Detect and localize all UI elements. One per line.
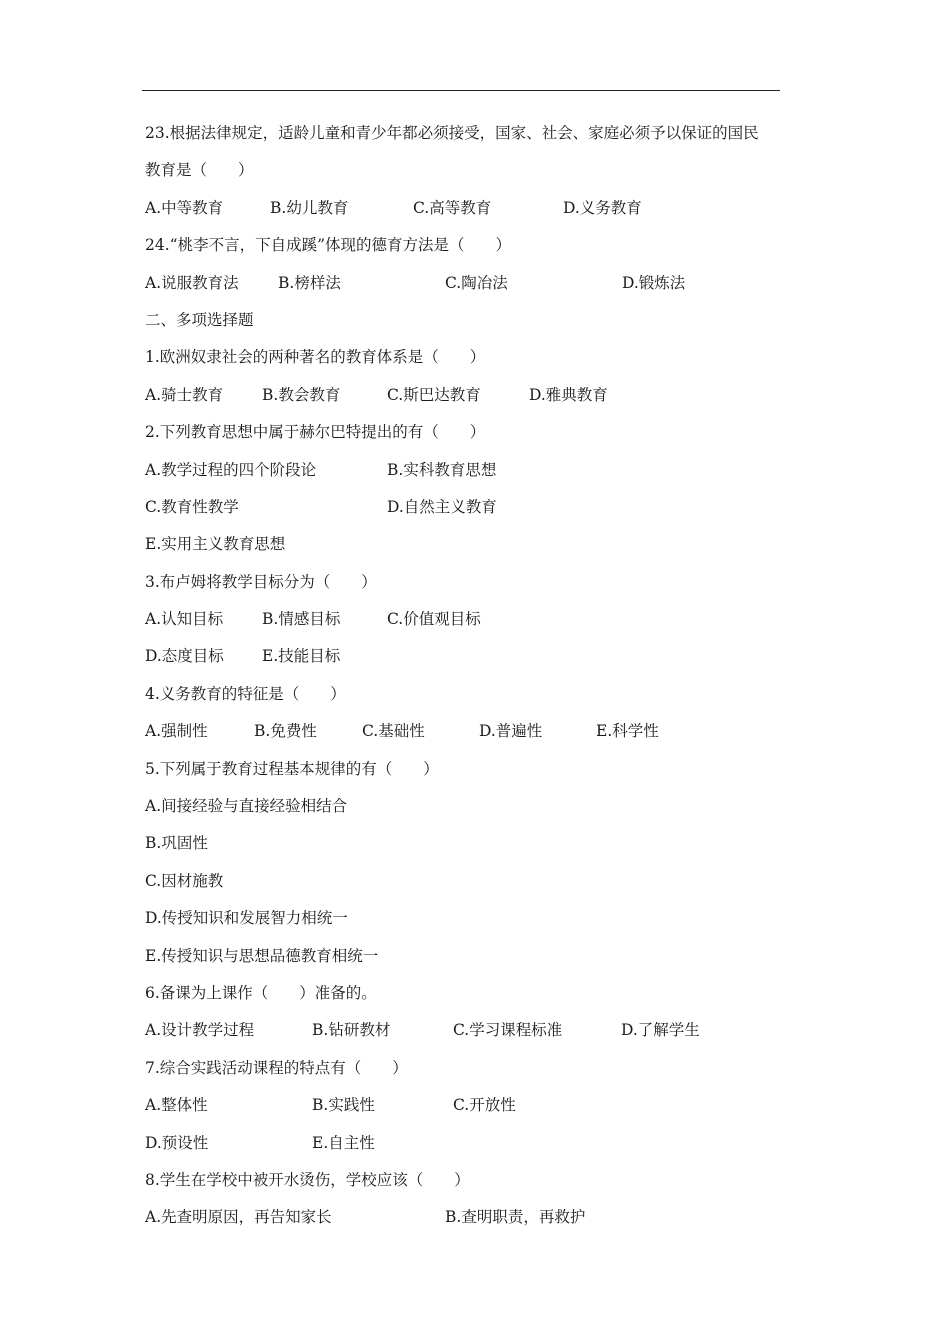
option-item: B.查明职责，再救护 bbox=[445, 1208, 586, 1227]
option-item: C.基础性 bbox=[362, 722, 425, 741]
text-line: E.实用主义教育思想 bbox=[145, 535, 286, 554]
option-item: A.强制性 bbox=[145, 722, 208, 741]
text-line: 3.布卢姆将教学目标分为（ ） bbox=[145, 572, 377, 591]
text-line: 教育是（ ） bbox=[145, 161, 254, 180]
text-line: 6.备课为上课作（ ）准备的。 bbox=[145, 983, 377, 1002]
text-line: 4.义务教育的特征是（ ） bbox=[145, 684, 346, 703]
option-row bbox=[145, 265, 825, 302]
text-line: A.间接经验与直接经验相结合 bbox=[145, 797, 348, 816]
option-item: C.学习课程标准 bbox=[453, 1021, 563, 1040]
option-row bbox=[145, 489, 825, 526]
option-row bbox=[145, 377, 825, 414]
text-line: 5.下列属于教育过程基本规律的有（ ） bbox=[145, 759, 439, 778]
option-item: C.陶冶法 bbox=[445, 273, 508, 292]
text-line: E.传授知识与思想品德教育相统一 bbox=[145, 946, 379, 965]
option-item: D.雅典教育 bbox=[529, 385, 608, 404]
text-line: 2.下列教育思想中属于赫尔巴特提出的有（ ） bbox=[145, 423, 486, 442]
text-line: 1.欧洲奴隶社会的两种著名的教育体系是（ ） bbox=[145, 348, 486, 367]
text-line: 7.综合实践活动课程的特点有（ ） bbox=[145, 1058, 408, 1077]
option-item: C.价值观目标 bbox=[387, 610, 481, 629]
text-line: 8.学生在学校中被开水烫伤，学校应该（ ） bbox=[145, 1170, 470, 1189]
option-item: A.整体性 bbox=[145, 1096, 208, 1115]
text-line: 23.根据法律规定，适龄儿童和青少年都必须接受，国家、社会、家庭必须予以保证的国民 bbox=[145, 124, 759, 142]
option-item: A.骑士教育 bbox=[145, 385, 224, 404]
option-item: C.开放性 bbox=[453, 1096, 516, 1115]
option-item: A.说服教育法 bbox=[145, 273, 239, 292]
option-row bbox=[145, 713, 825, 750]
option-item: D.自然主义教育 bbox=[387, 497, 497, 516]
option-item: B.钻研教材 bbox=[312, 1021, 391, 1040]
option-item: B.榜样法 bbox=[278, 273, 341, 292]
option-row bbox=[145, 1012, 825, 1049]
header-rule bbox=[142, 90, 780, 91]
option-row bbox=[145, 1125, 825, 1162]
text-line: 二、多项选择题 bbox=[145, 310, 254, 329]
option-item: E.技能目标 bbox=[262, 647, 341, 666]
option-item: D.了解学生 bbox=[621, 1021, 700, 1040]
option-item: E.科学性 bbox=[596, 722, 659, 741]
option-item: A.教学过程的四个阶段论 bbox=[145, 460, 317, 479]
option-row bbox=[145, 1199, 825, 1236]
question-list bbox=[145, 115, 825, 1237]
text-line: 24.“桃李不言，下自成蹊”体现的德育方法是（ ） bbox=[145, 236, 511, 255]
option-item: B.教会教育 bbox=[262, 385, 341, 404]
option-item: A.认知目标 bbox=[145, 610, 224, 629]
option-row bbox=[145, 452, 825, 489]
option-item: B.实科教育思想 bbox=[387, 460, 497, 479]
option-item: D.预设性 bbox=[145, 1133, 209, 1152]
option-item: A.先查明原因，再告知家长 bbox=[145, 1208, 332, 1227]
option-item: B.情感目标 bbox=[262, 610, 341, 629]
option-item: D.义务教育 bbox=[563, 198, 642, 217]
option-row bbox=[145, 601, 825, 638]
option-item: C.教育性教学 bbox=[145, 497, 239, 516]
text-line: D.传授知识和发展智力相统一 bbox=[145, 909, 348, 928]
text-line: C.因材施教 bbox=[145, 871, 224, 890]
option-item: A.设计教学过程 bbox=[145, 1021, 255, 1040]
text-line: B.巩固性 bbox=[145, 834, 208, 853]
option-item: C.斯巴达教育 bbox=[387, 385, 481, 404]
option-row bbox=[145, 1087, 825, 1124]
option-row bbox=[145, 190, 825, 227]
option-item: B.免费性 bbox=[254, 722, 317, 741]
option-item: D.态度目标 bbox=[145, 647, 224, 666]
option-item: B.实践性 bbox=[312, 1096, 375, 1115]
option-row bbox=[145, 638, 825, 675]
option-item: D.普遍性 bbox=[479, 722, 543, 741]
option-item: D.锻炼法 bbox=[622, 273, 686, 292]
option-item: A.中等教育 bbox=[145, 198, 224, 217]
option-item: B.幼儿教育 bbox=[270, 198, 349, 217]
option-item: E.自主性 bbox=[312, 1133, 375, 1152]
option-item: C.高等教育 bbox=[413, 198, 492, 217]
